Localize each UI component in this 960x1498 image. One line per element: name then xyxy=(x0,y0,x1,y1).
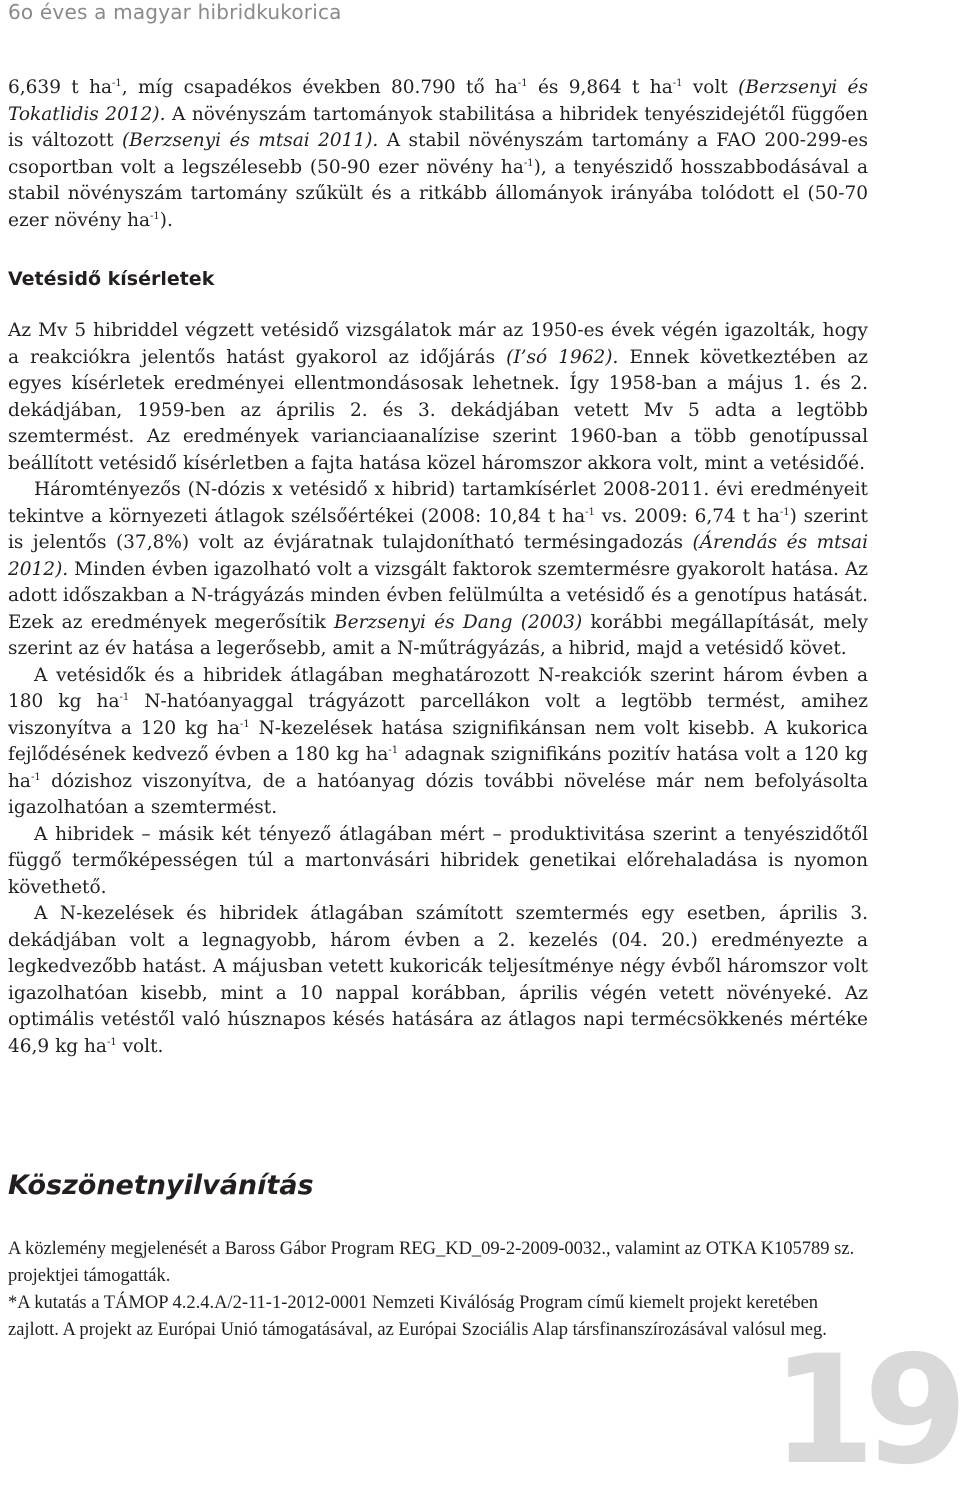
ack-line: *A kutatás a TÁMOP 4.2.4.A/2-11-1-2012-0001 Nemzeti Kiválóság Program című kiemelt projekt keretében zajlott. A projekt az Európai Unió támogatásával, az Európai Szociális Alap társfinanszírozásával valósul meg. xyxy=(8,1293,827,1340)
paragraph: A hibridek – másik két tényező átlagában mért – produktivitása szerint a tenyészidőtől függő termőképességen túl a martonvásári hibridek genetikai előrehaladása is nyomon követhető. xyxy=(8,823,868,898)
text-run: A N-kezelések és hibridek átlagában számított szemtermés egy esetben, április 3. dekádjában volt a legnagyobb, három évben a 2. kezelés (04. 20.) eredményezte a legkedvezőbb hatást. A májusban vetett kukoricák teljesítménye négy évből háromszor volt igazolhatóan kisebb, mint a 10 nappal korábban, április végén vetett növényeké. Az optimális vetéstől való húsznapos késés hatására az átlagos napi termécsökkenés mértéke 46,9 kg ha xyxy=(8,903,868,1057)
section-heading-koszonet: Köszönetnyilvánítás xyxy=(8,1170,314,1201)
text-run: Háromtényezős (N-dózis x vetésidő x hibrid) tartamkísérlet 2008-2011. évi eredményeit tekintve a környezeti átlagok szélsőértékei (2008: 10,84 t ha xyxy=(8,479,868,527)
superscript: -1 xyxy=(779,506,790,518)
text-run: ), a tenyészidő hosszabbodásával a stabil növényszám tartomány szűkült és a ritkább állományok irányába tolódott el (50-70 ezer növény ha xyxy=(8,156,868,231)
text-run: N-hatóanyaggal trágyázott parcellákon volt a legtöbb termést, amihez viszonyítva a 120 kg ha xyxy=(8,691,868,739)
paragraph xyxy=(8,477,868,663)
ack-line: A közlemény megjelenését a Baross Gábor Program REG_KD_09-2-2009-0032., valamint az OTKA K105789 sz. projektjei támogatták. xyxy=(8,1239,855,1286)
text-run: N-kezelések hatása szignifikánsan nem volt kisebb. A kukorica fejlődésének kedvező évben a 180 kg ha xyxy=(8,717,868,765)
text-run: korábbi megállapítását, mely szerint az év hatása a legerősebb, amit a N-műtrágyázás, a hibrid, majd a vetésidő követ. xyxy=(8,611,868,659)
superscript: -1 xyxy=(30,771,41,783)
superscript: -1 xyxy=(239,718,250,730)
page-number: 19 xyxy=(771,1324,956,1498)
superscript: -1 xyxy=(119,692,130,703)
citation: (Berzsenyi és Tokatlidis 2012). xyxy=(8,77,868,125)
superscript: -1 xyxy=(388,745,399,756)
paragraph xyxy=(8,663,868,822)
superscript: -1 xyxy=(112,78,122,89)
superscript: -1 xyxy=(523,157,534,169)
superscript: -1 xyxy=(517,78,528,89)
superscript: -1 xyxy=(106,1036,117,1048)
paragraph xyxy=(8,318,868,477)
text-run: A stabil növényszám tartomány a FAO 200-299-es csoportban volt a legszélesebb (50-90 ezer növény ha xyxy=(8,130,868,178)
running-header: 6o éves a magyar hibridkukorica xyxy=(8,0,342,24)
citation: (I’só 1962). xyxy=(506,346,619,368)
text-run: ) szerint is jelentős (37,8%) volt az évjáratnak tulajdonítható termésingadozás xyxy=(8,505,868,553)
text-run: és 9,864 t ha xyxy=(527,77,673,98)
text-run: vs. 2009: 6,74 t ha xyxy=(594,505,780,527)
text-run: volt xyxy=(682,77,739,98)
text-run: Minden évben igazolható volt a vizsgált faktorok szemtermésre gyakorolt hatása. Az adott időszakban a N-trágyázás minden évben felülmúlta a vetésidő és a genotípus hatását. Ezek az eredmények megerősítik xyxy=(8,558,868,633)
superscript: -1 xyxy=(672,78,683,89)
section-heading-vetesido: Vetésidő kísérletek xyxy=(8,268,215,290)
text-run: dózishoz viszonyítva, de a hatóanyag dózis további növelése már nem befolyásolta igazolhatóan a szemtermést. xyxy=(8,770,868,818)
text-run: Az Mv 5 hibriddel végzett vetésidő vizsgálatok már az 1950-es évek végén igazolták, hogy a reakciókra jelentős hatást gyakorol az időjárás xyxy=(8,320,868,368)
text-run: adagnak szignifikáns pozitív hatása volt a 120 kg ha xyxy=(8,744,868,792)
intro-paragraph xyxy=(8,75,868,234)
superscript: -1 xyxy=(150,210,160,222)
text-run: A vetésidők és a hibridek átlagában meghatározott N-reakciók szerint három évben a 180 kg ha xyxy=(8,664,868,712)
citation: (Árendás és mtsai 2012). xyxy=(8,532,868,580)
paragraph xyxy=(8,901,868,1060)
superscript: -1 xyxy=(585,506,595,518)
citation: (Berzsenyi és mtsai 2011). xyxy=(121,130,379,151)
text-run: , míg csapadékos években 80.790 tő ha xyxy=(121,77,518,98)
section1-body xyxy=(8,318,868,1060)
acknowledgement xyxy=(8,1236,858,1344)
text-run: 6,639 t ha xyxy=(8,77,113,98)
text-run: ). xyxy=(159,209,173,231)
intro-block xyxy=(8,75,868,234)
text-run: Ennek következtében az egyes kísérletek eredményei ellentmondásosak lehetnek. Így 1958-ban a május 1. és 2. dekádjában, 1959-ben az április 2. és 3. dekádjában vetett Mv 5 adta a legtöbb szemtermést. Az eredmények varianciaanalízise szerint 1960-ban a több genotípussal beállított vetésidő kísérletben a fajta hatása közel háromszor akkora volt, mint a vetésidőé. xyxy=(8,346,868,474)
text-run: volt. xyxy=(116,1035,164,1057)
text-run: A növényszám tartományok stabilitása a hibridek tenyészidejétől függően is változott xyxy=(8,103,868,151)
citation: Berzsenyi és Dang (2003) xyxy=(334,611,583,633)
